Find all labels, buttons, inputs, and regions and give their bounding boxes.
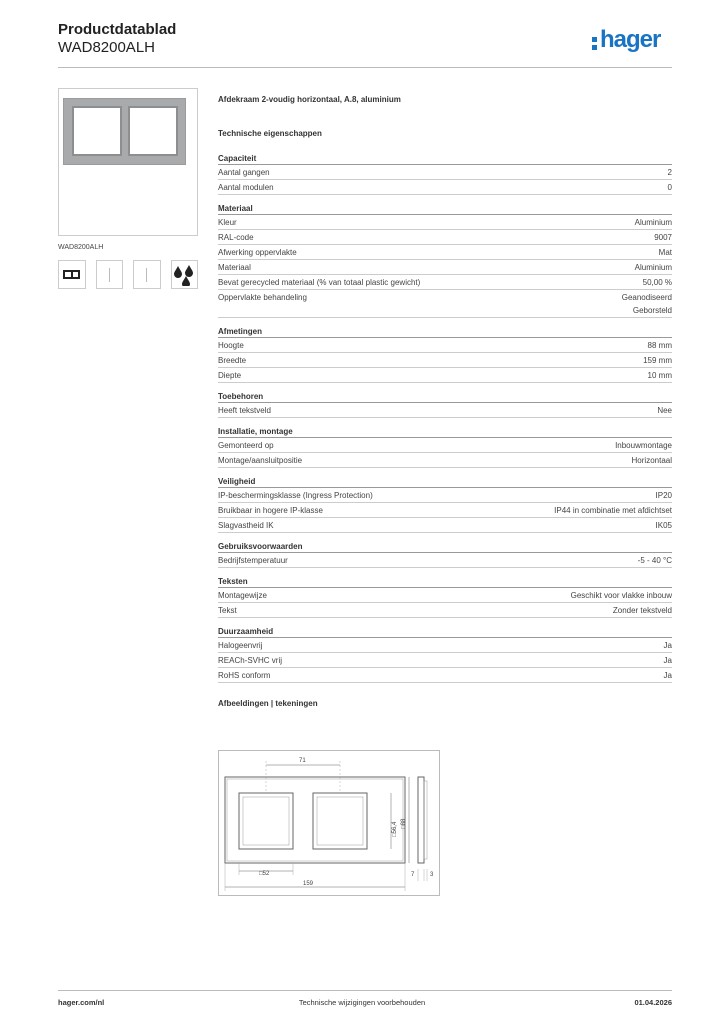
- spec-section: [218, 577, 672, 618]
- spec-value: [664, 669, 672, 682]
- document-subtitle: WAD8200ALH: [58, 39, 155, 56]
- spec-row: [218, 180, 672, 195]
- document-title: Productdatablad: [58, 21, 177, 38]
- spec-label: Halogeenvrij: [218, 641, 263, 650]
- dimension-159-label: 159: [303, 881, 314, 887]
- footer-website[interactable]: hager.com/nl: [58, 998, 105, 1007]
- spec-value: [554, 504, 672, 517]
- vertical-line-icon: [96, 260, 124, 289]
- spec-label: Gemonteerd op: [218, 441, 274, 450]
- spec-label: Bruikbaar in hogere IP-klasse: [218, 506, 323, 515]
- footer-divider: [58, 990, 672, 991]
- spec-row: [218, 438, 672, 453]
- spec-sections: [218, 154, 672, 683]
- spec-label: Breedte: [218, 356, 247, 365]
- spec-value-line: Aluminium: [634, 263, 672, 272]
- spec-label: REACh-SVHC vrij: [218, 656, 283, 665]
- spec-value-line: 10 mm: [647, 371, 672, 380]
- spec-value-line: Aluminium: [634, 218, 672, 227]
- spec-row: [218, 603, 672, 618]
- product-description: Afdekraam 2-voudig horizontaal, A.8, aluminium: [218, 95, 401, 104]
- spec-row: [218, 503, 672, 518]
- spec-section: [218, 627, 672, 683]
- water-drops-icon: [171, 260, 199, 289]
- spec-label: Afwerking oppervlakte: [218, 248, 297, 257]
- spec-row: [218, 245, 672, 260]
- spec-value: [656, 519, 672, 532]
- spec-value: [654, 231, 672, 244]
- spec-value-line: Geborsteld: [632, 306, 672, 315]
- spec-value-line: -5 - 40 °C: [637, 556, 672, 565]
- section-title: Capaciteit: [218, 154, 672, 165]
- logo-text: hager: [600, 26, 661, 53]
- spec-row: [218, 453, 672, 468]
- spec-value: [615, 439, 672, 452]
- pictogram-row: [58, 260, 198, 289]
- spec-value: [613, 604, 672, 617]
- double-frame-icon: [58, 260, 86, 289]
- section-title: Materiaal: [218, 204, 672, 215]
- dimension-7-label: 7: [411, 872, 415, 878]
- spec-row: [218, 403, 672, 418]
- spec-section: [218, 204, 672, 318]
- spec-value: [664, 639, 672, 652]
- spec-row: [218, 518, 672, 533]
- spec-row: [218, 353, 672, 368]
- specifications-column: [218, 95, 672, 711]
- cover-frame-picture: [63, 98, 186, 165]
- spec-value-line: 0: [667, 183, 672, 192]
- spec-row: [218, 653, 672, 668]
- spec-section: [218, 392, 672, 418]
- spec-row: [218, 668, 672, 683]
- spec-value: [632, 454, 672, 467]
- spec-label: Aantal gangen: [218, 168, 270, 177]
- spec-label: RAL-code: [218, 233, 254, 242]
- spec-value-line: 50,00 %: [642, 278, 672, 287]
- spec-label: Bevat gerecycled materiaal (% van totaal plastic gewicht): [218, 278, 421, 287]
- hager-logo: [592, 28, 672, 54]
- spec-row: [218, 553, 672, 568]
- spec-value: [656, 489, 672, 502]
- section-title: Toebehoren: [218, 392, 672, 403]
- spec-label: RoHS conform: [218, 671, 271, 680]
- spec-row: [218, 338, 672, 353]
- technical-drawing: [218, 750, 440, 896]
- spec-value-line: Nee: [657, 406, 672, 415]
- spec-value-line: Mat: [658, 248, 672, 257]
- spec-value-line: Ja: [663, 641, 672, 650]
- dimension-88-label: □88: [401, 818, 407, 829]
- spec-label: Tekst: [218, 606, 237, 615]
- spec-value-line: IK05: [655, 521, 672, 530]
- spec-value: [638, 554, 672, 567]
- spec-row: [218, 368, 672, 383]
- spec-value: [668, 181, 672, 194]
- spec-row: [218, 165, 672, 180]
- vertical-line-icon: [133, 260, 161, 289]
- spec-section: [218, 154, 672, 195]
- spec-label: Montage/aansluitpositie: [218, 456, 303, 465]
- spec-value: [664, 654, 672, 667]
- spec-value-line: IP20: [655, 491, 672, 500]
- spec-value-line: Inbouwmontage: [615, 441, 672, 450]
- spec-value: [648, 339, 672, 352]
- dimension-56-4-label: □56,4: [392, 821, 398, 837]
- logo-dots-icon: [592, 37, 598, 53]
- spec-value: [622, 291, 672, 317]
- dimension-71-label: 71: [299, 758, 306, 764]
- spec-row: [218, 275, 672, 290]
- spec-section: [218, 542, 672, 568]
- product-image: [58, 88, 198, 236]
- image-caption: WAD8200ALH: [58, 244, 104, 251]
- spec-value-line: Ja: [663, 656, 672, 665]
- spec-value-line: 9007: [654, 233, 672, 242]
- spec-value-line: Horizontaal: [631, 456, 672, 465]
- section-title: Gebruiksvoorwaarden: [218, 542, 672, 553]
- section-title: Teksten: [218, 577, 672, 588]
- spec-value-line: 159 mm: [643, 356, 672, 365]
- spec-value: [657, 404, 672, 417]
- spec-label: Kleur: [218, 218, 237, 227]
- spec-label: Diepte: [218, 371, 242, 380]
- spec-row: [218, 588, 672, 603]
- spec-row: [218, 290, 672, 318]
- header-divider: [58, 67, 672, 68]
- spec-value-line: Ja: [663, 671, 672, 680]
- spec-value: [635, 216, 672, 229]
- spec-value: [668, 166, 672, 179]
- spec-value: [648, 369, 672, 382]
- spec-label: Heeft tekstveld: [218, 406, 271, 415]
- technical-properties-heading: Technische eigenschappen: [218, 129, 322, 138]
- spec-label: Aantal modulen: [218, 183, 274, 192]
- spec-label: Slagvastheid IK: [218, 521, 274, 530]
- dimension-3-label: 3: [430, 872, 434, 878]
- section-title: Duurzaamheid: [218, 627, 672, 638]
- spec-value: [643, 276, 672, 289]
- spec-value-line: Zonder tekstveld: [612, 606, 672, 615]
- section-title: Afmetingen: [218, 327, 672, 338]
- spec-row: [218, 488, 672, 503]
- footer-notice: Technische wijzigingen voorbehouden: [298, 998, 426, 1007]
- spec-section: [218, 477, 672, 533]
- spec-value-line: 88 mm: [647, 341, 672, 350]
- spec-row: [218, 230, 672, 245]
- spec-row: [218, 638, 672, 653]
- spec-value: [571, 589, 672, 602]
- spec-label: Hoogte: [218, 341, 244, 350]
- spec-value-line: IP44 in combinatie met afdichtset: [554, 506, 672, 515]
- spec-label: Montagewijze: [218, 591, 267, 600]
- spec-label: Bedrijfstemperatuur: [218, 556, 288, 565]
- spec-label: Materiaal: [218, 263, 251, 272]
- spec-label: Oppervlakte behandeling: [218, 293, 307, 302]
- spec-label: IP-beschermingsklasse (Ingress Protection): [218, 491, 373, 500]
- document-header: [58, 21, 176, 57]
- spec-value-line: Geanodiseerd: [621, 293, 672, 302]
- spec-section: [218, 327, 672, 383]
- spec-section: [218, 427, 672, 468]
- spec-row: [218, 260, 672, 275]
- spec-value-line: 2: [667, 168, 672, 177]
- spec-value: [643, 354, 672, 367]
- spec-row: [218, 215, 672, 230]
- spec-value-line: Geschikt voor vlakke inbouw: [570, 591, 672, 600]
- section-title: Installatie, montage: [218, 427, 672, 438]
- section-title: Veiligheid: [218, 477, 672, 488]
- drawings-heading: Afbeeldingen | tekeningen: [218, 699, 318, 708]
- spec-value: [659, 246, 672, 259]
- footer-date: 01.04.2026: [634, 998, 672, 1007]
- product-visual-column: [58, 88, 198, 289]
- dimension-52-label: □52: [259, 871, 270, 877]
- spec-value: [635, 261, 672, 274]
